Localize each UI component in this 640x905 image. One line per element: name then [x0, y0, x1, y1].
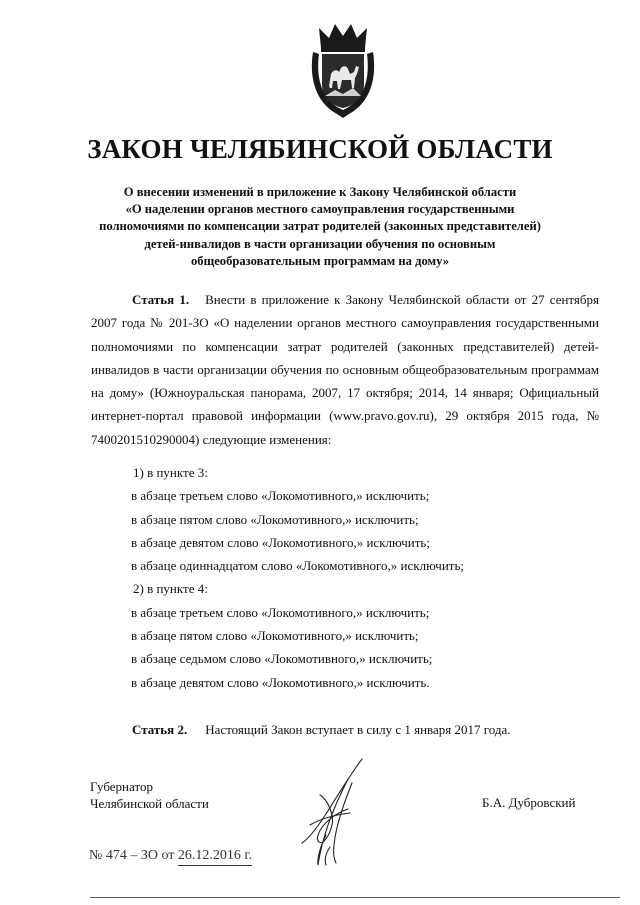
handwritten-signature: [290, 755, 380, 870]
article-1-text: Внести в приложение к Закону Челябинской области от 27 сентября 2007 года № 201-ЗО «О наделении органов местного самоуправления государственными полномочиями по компенсации затрат родителей (законных представителей) детей-инвалидов в части организации обучения по основным общеобразовательным программам на дому» (Южноуральская панорама, 2007, 17 октября; 2014, 14 января; Официальный интернет-портал правовой информации (www.pravo.gov.ru), 29 октября 2015 года, № 7400201510290004) следующие изменения:: [91, 292, 599, 447]
subtitle-line: детей-инвалидов в части организации обучения по основным: [144, 236, 496, 251]
article-2-heading: Статья 2.: [132, 722, 188, 737]
subtitle-line: полномочиями по компенсации затрат родителей (законных представителей): [99, 219, 541, 234]
law-date: 26.12.2016 г.: [178, 847, 252, 866]
law-number-from: от: [161, 848, 175, 863]
list-item: в абзаце пятом слово «Локомотивного,» исключить;: [131, 628, 419, 644]
list-item: в абзаце пятом слово «Локомотивного,» исключить;: [131, 511, 419, 527]
document-title: ЗАКОН ЧЕЛЯБИНСКОЙ ОБЛАСТИ: [87, 134, 553, 164]
list-item: в абзаце третьем слово «Локомотивного,» исключить;: [131, 488, 430, 504]
list-item: в абзаце третьем слово «Локомотивного,» исключить;: [131, 604, 430, 620]
amendment-list: [131, 461, 601, 694]
article-2-text: Настоящий Закон вступает в силу с 1 января 2017 года.: [205, 722, 511, 737]
list-item: в абзаце одиннадцатом слово «Локомотивного,» исключить;: [131, 558, 464, 574]
list-item: в абзаце седьмом слово «Локомотивного,» исключить;: [131, 651, 433, 667]
list-item: 1) в пункте 3:: [133, 465, 208, 480]
article-2-paragraph: [132, 718, 602, 741]
signatory-title: [90, 778, 209, 812]
article-1-heading: Статья 1.: [132, 292, 190, 307]
list-item: в абзаце девятом слово «Локомотивного,» исключить;: [131, 534, 430, 550]
list-item: 2) в пункте 4:: [133, 581, 208, 597]
list-item: в абзаце девятом слово «Локомотивного,» исключить.: [131, 674, 430, 690]
article-1-paragraph: [91, 288, 599, 451]
subtitle-line: общеобразовательным программам на дому»: [190, 253, 450, 268]
coat-of-arms-icon: [307, 22, 379, 120]
subtitle-line: «О наделении органов местного самоуправления государственными: [125, 202, 515, 217]
footer-divider: [90, 897, 620, 898]
subtitle-line: О внесении изменений в приложение к Закону Челябинской области: [123, 185, 517, 199]
law-registration-number: [89, 847, 252, 866]
signatory-name: Б.А. Дубровский: [482, 795, 576, 810]
law-number: № 474 – ЗО: [89, 848, 158, 863]
signatory-title-line: Челябинской области: [90, 796, 209, 811]
signatory-title-line: Губернатор: [90, 779, 153, 794]
document-subtitle: [90, 184, 550, 270]
